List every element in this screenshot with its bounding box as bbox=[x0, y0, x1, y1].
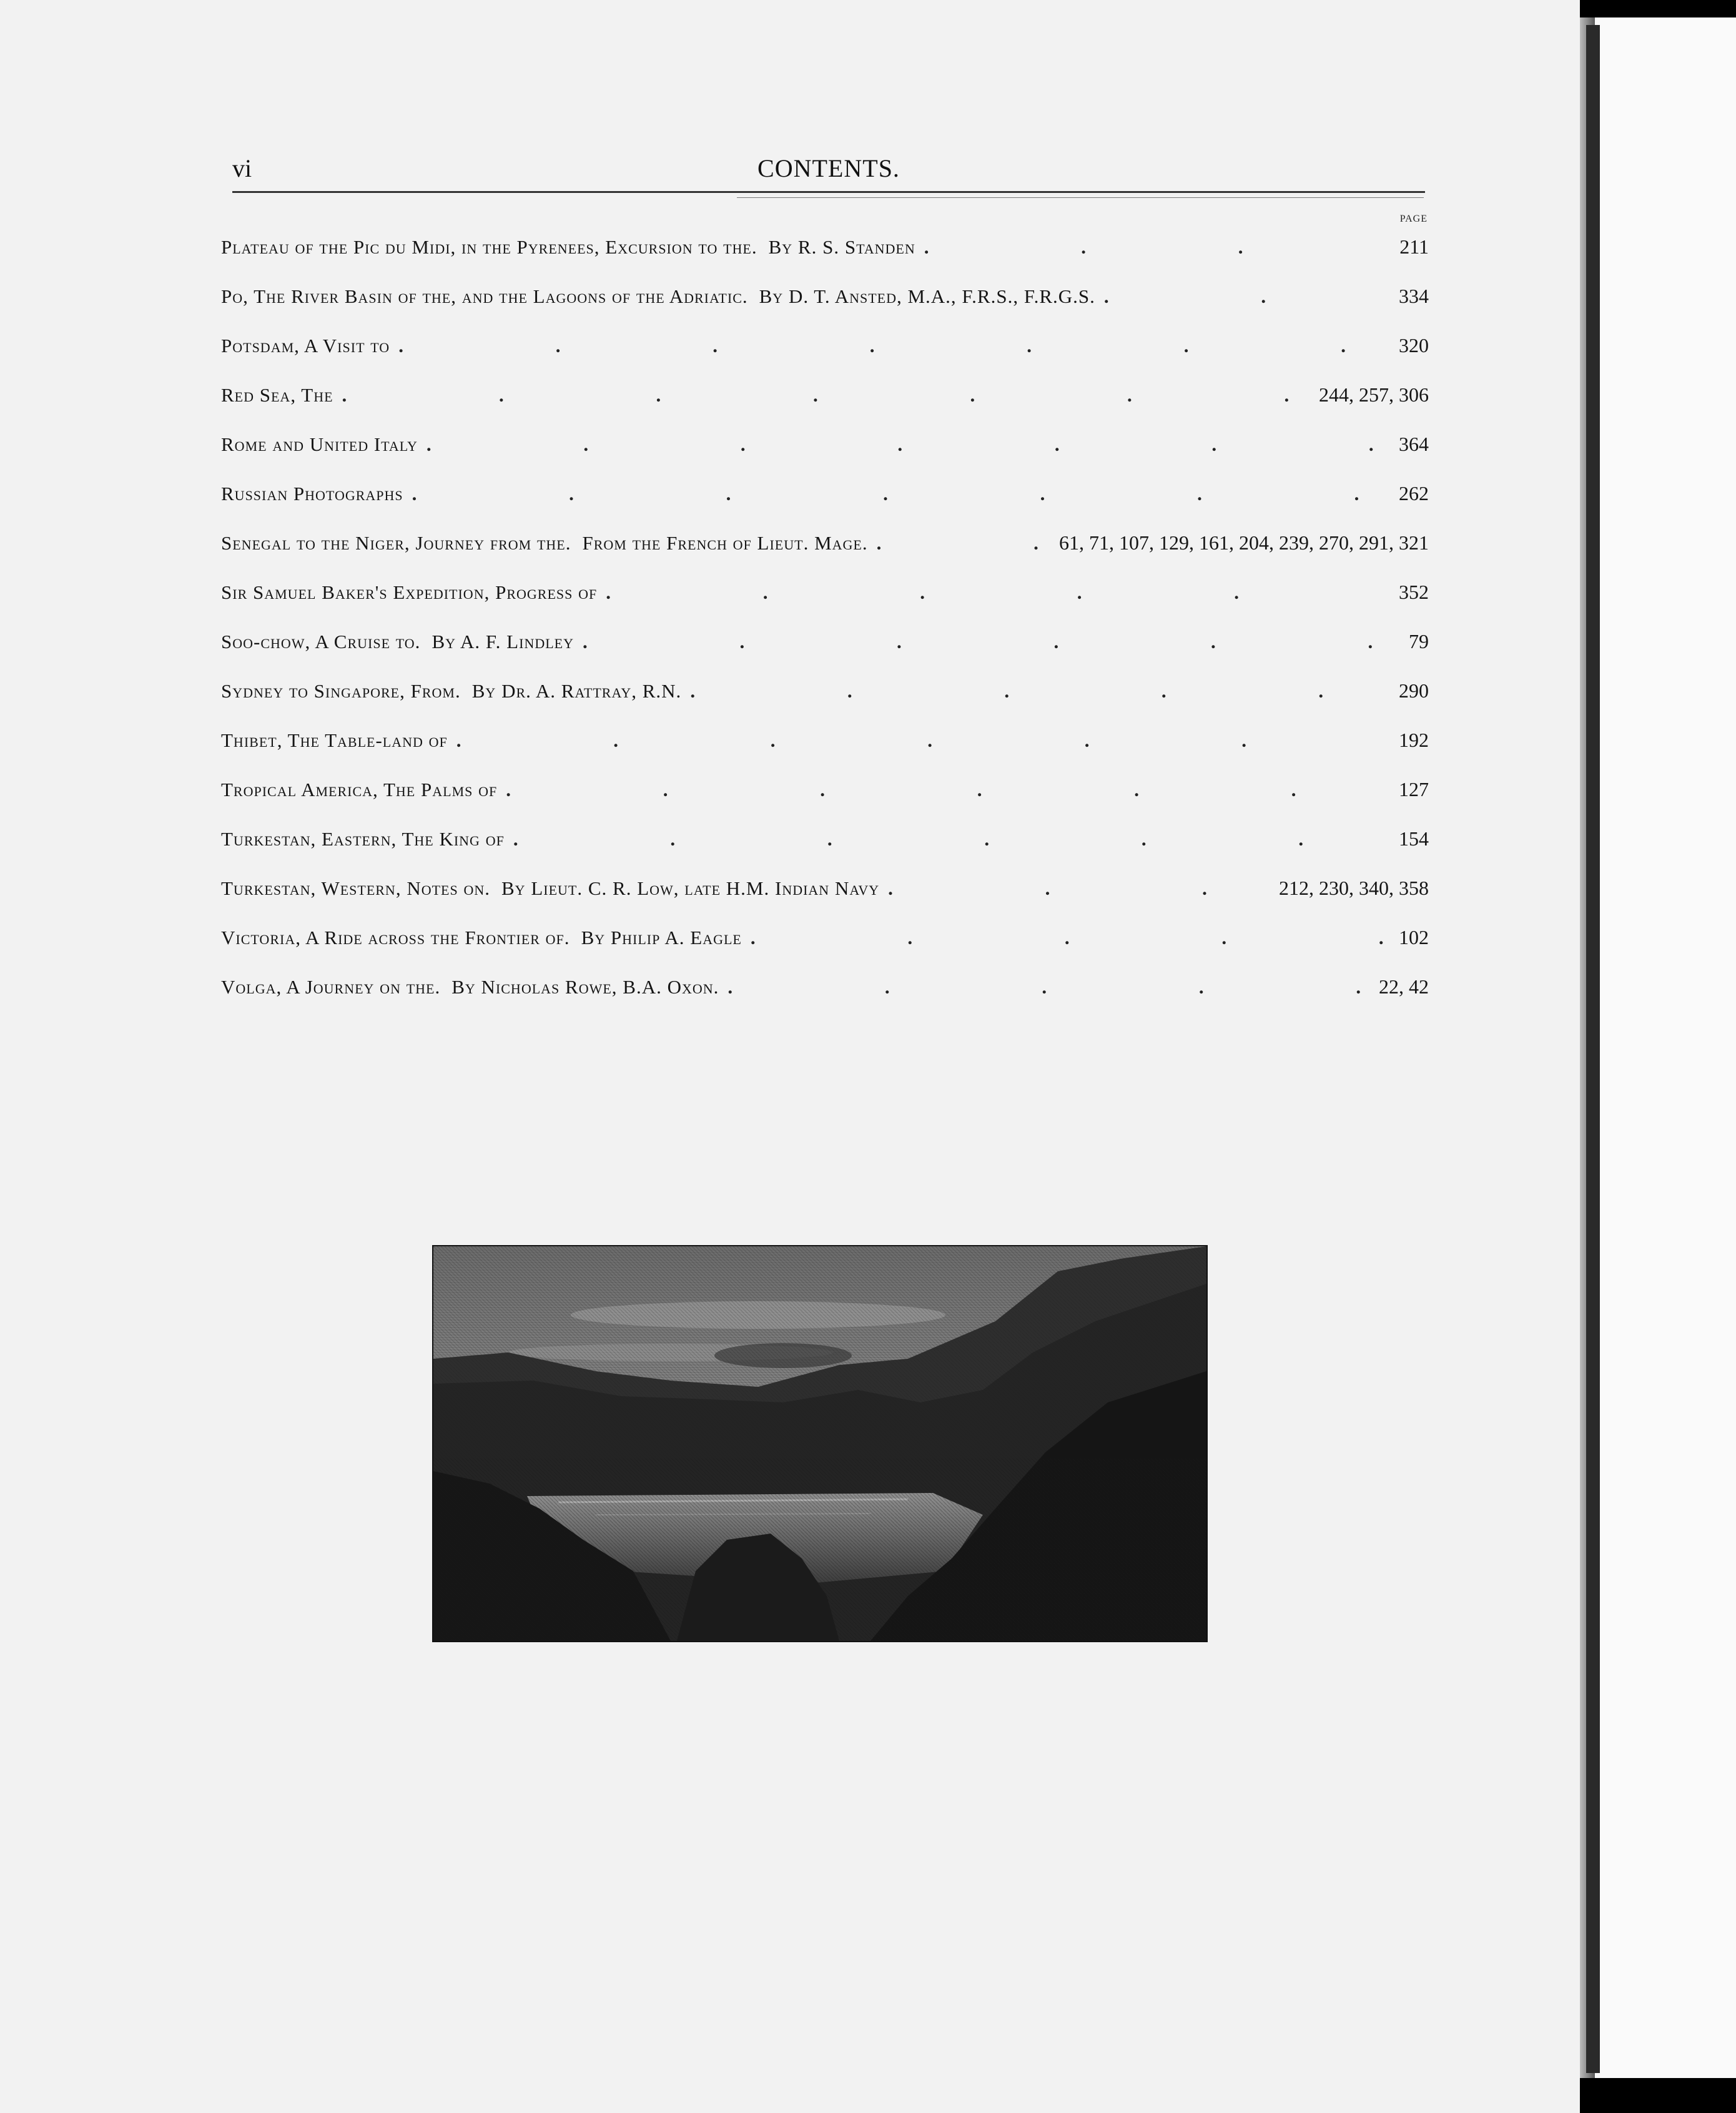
entry-pages: 127 bbox=[1399, 778, 1429, 800]
entry-pages: 262 bbox=[1399, 482, 1429, 505]
entry-pages: 212, 230, 340, 358 bbox=[1279, 877, 1429, 899]
dot-leader bbox=[727, 962, 1370, 1012]
toc-entry bbox=[221, 272, 1429, 321]
entry-author: By A. F. Lindley bbox=[432, 631, 574, 653]
header-rule bbox=[232, 191, 1425, 193]
engraving-icon bbox=[433, 1246, 1206, 1641]
toc-entry bbox=[221, 321, 1429, 370]
dot-leader bbox=[606, 568, 1390, 617]
dot-leader bbox=[877, 518, 1050, 568]
dot-leader bbox=[506, 765, 1390, 814]
dot-leader bbox=[888, 864, 1270, 913]
entry-title: Plateau of the Pic du Midi, in the Pyrenees, Excursion to the. bbox=[221, 236, 757, 258]
entry-pages: 211 bbox=[1399, 235, 1429, 258]
entry-title: Turkestan, Western, Notes on. bbox=[221, 877, 490, 899]
toc-entry bbox=[221, 864, 1429, 913]
entry-pages: 22, 42 bbox=[1379, 975, 1429, 998]
entry-title: Soo-chow, A Cruise to. bbox=[221, 631, 421, 653]
toc-entry bbox=[221, 370, 1429, 420]
toc-entry bbox=[221, 814, 1429, 864]
entry-author: By Philip A. Eagle bbox=[581, 927, 742, 948]
facing-page-edge bbox=[1595, 17, 1736, 2078]
entry-pages: 192 bbox=[1399, 729, 1429, 751]
entry-author: From the French of Lieut. Mage. bbox=[582, 532, 868, 554]
dot-leader bbox=[412, 469, 1390, 518]
entry-title: Senegal to the Niger, Journey from the. bbox=[221, 532, 571, 554]
dot-leader bbox=[427, 420, 1390, 469]
dot-leader bbox=[690, 666, 1390, 716]
page-column-label: PAGE bbox=[1399, 214, 1428, 224]
folio-number: vi bbox=[232, 154, 252, 182]
entry-title: Thibet, The Table-land of bbox=[221, 729, 448, 751]
entry-author: By Dr. A. Rattray, R.N. bbox=[471, 680, 682, 702]
dot-leader bbox=[924, 222, 1391, 272]
toc-entry bbox=[221, 568, 1429, 617]
entry-title: Turkestan, Eastern, The King of bbox=[221, 828, 505, 850]
entry-title: Russian Photographs bbox=[221, 483, 403, 505]
entry-title: Sydney to Singapore, From. bbox=[221, 680, 461, 702]
toc-entry bbox=[221, 420, 1429, 469]
entry-pages: 244, 257, 306 bbox=[1319, 383, 1429, 406]
entry-pages: 154 bbox=[1399, 827, 1429, 850]
entry-pages: 364 bbox=[1399, 433, 1429, 455]
dot-leader bbox=[1104, 272, 1390, 321]
entry-author: By R. S. Standen bbox=[768, 236, 915, 258]
dot-leader bbox=[583, 617, 1400, 666]
binding-edge bbox=[1586, 25, 1600, 2073]
running-head bbox=[232, 149, 1425, 192]
entry-author: By Lieut. C. R. Low, late H.M. Indian Navy bbox=[501, 877, 880, 899]
toc-entry bbox=[221, 913, 1429, 962]
entry-pages: 79 bbox=[1409, 630, 1429, 653]
page-title: CONTENTS. bbox=[757, 154, 900, 182]
toc-entry bbox=[221, 962, 1429, 1012]
entry-pages: 320 bbox=[1399, 334, 1429, 357]
toc-entry bbox=[221, 666, 1429, 716]
toc-entry bbox=[221, 716, 1429, 765]
header-rule-thin bbox=[737, 197, 1424, 198]
entry-title: Rome and United Italy bbox=[221, 433, 418, 455]
entry-title: Victoria, A Ride across the Frontier of. bbox=[221, 927, 570, 948]
toc-entry bbox=[221, 469, 1429, 518]
mountain-lake-engraving bbox=[432, 1245, 1208, 1642]
dot-leader bbox=[513, 814, 1390, 864]
entry-title: Tropical America, The Palms of bbox=[221, 779, 498, 800]
entry-title: Potsdam, A Visit to bbox=[221, 335, 390, 357]
dot-leader bbox=[751, 913, 1390, 962]
entry-pages: 352 bbox=[1399, 581, 1429, 603]
entry-pages: 290 bbox=[1399, 679, 1429, 702]
entry-title: Sir Samuel Baker's Expedition, Progress of bbox=[221, 581, 598, 603]
entry-pages: 61, 71, 107, 129, 161, 204, 239, 270, 291, 321 bbox=[1059, 531, 1429, 554]
dot-leader bbox=[456, 716, 1390, 765]
entry-pages: 102 bbox=[1399, 926, 1429, 948]
dot-leader bbox=[342, 370, 1310, 420]
entry-author: By D. T. Ansted, M.A., F.R.S., F.R.G.S. bbox=[759, 285, 1095, 307]
toc-entry bbox=[221, 765, 1429, 814]
contents-list bbox=[221, 222, 1429, 1012]
toc-entry bbox=[221, 617, 1429, 666]
toc-entry bbox=[221, 222, 1429, 272]
entry-title: Po, The River Basin of the, and the Lagoons of the Adriatic. bbox=[221, 285, 748, 307]
dot-leader bbox=[398, 321, 1390, 370]
entry-author: By Nicholas Rowe, B.A. Oxon. bbox=[451, 976, 719, 998]
toc-entry bbox=[221, 518, 1429, 568]
entry-pages: 334 bbox=[1399, 285, 1429, 307]
entry-title: Volga, A Journey on the. bbox=[221, 976, 441, 998]
entry-title: Red Sea, The bbox=[221, 384, 333, 406]
